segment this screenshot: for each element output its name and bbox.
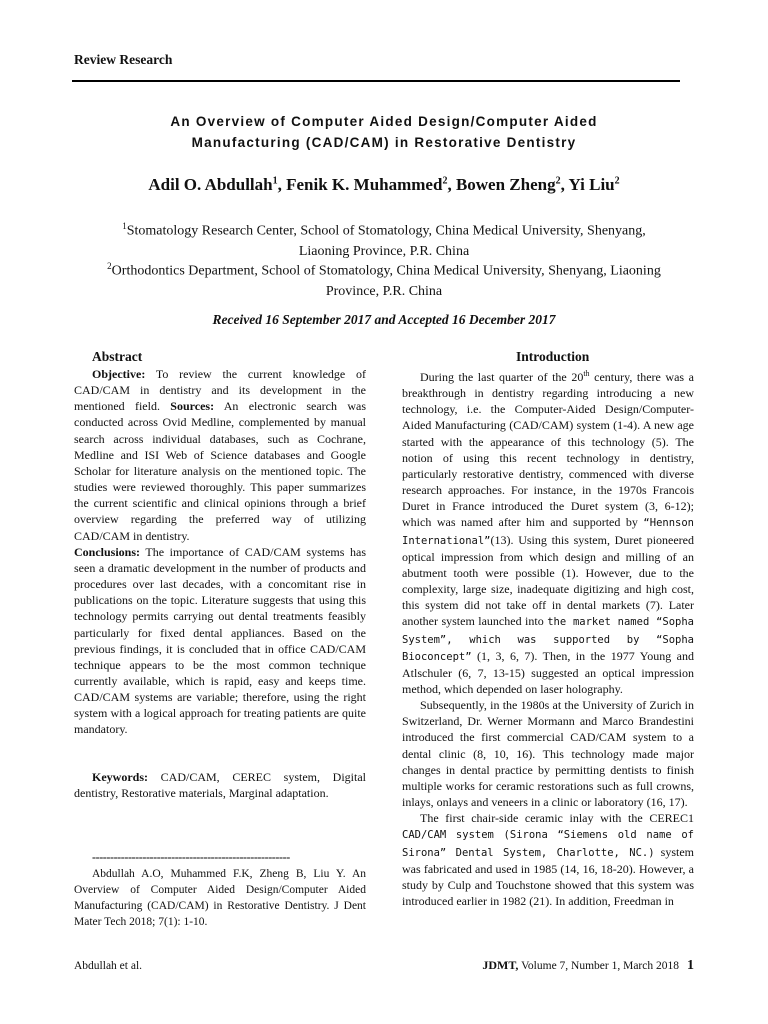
intro-paragraph-2: Subsequently, in the 1980s at the University of Zurich in Switzerland, Dr. Werner Mormann and Marco Brandestini introduced the first commercial CAD/CAM system to a dental clinic (8, 10, 16). This technology made major changes in dental practice by permitting dentists to finish multiple works for ceramic restorations such as full crowns, inlays, onlays and veneers in a clinic or laboratory (16, 17).	[402, 698, 694, 810]
author-2: Fenik K. Muhammed$^2$,	[286, 175, 456, 194]
received-dates: Received 16 September 2017 and Accepted 16 December 2017	[212, 312, 556, 327]
section-label: Review Research	[74, 52, 173, 67]
introduction-body	[402, 366, 694, 909]
title-line-2: Manufacturing (CAD/CAM) in Restorative Dentistry	[191, 135, 577, 150]
page-number: 1	[687, 958, 694, 973]
conclusions-paragraph: Conclusions: The importance of CAD/CAM systems has seen a dramatic development in the number of products and procedures over last decades, with a concomitant rise in publications on the topic. Literature suggests that using this technology permits carrying out dental treatments feasibly particularly for fixed dental appliances. Based on the previous findings, it is concluded that in office CAD/CAM technique appears to be the most common technique currently available, which is rapid, easy and keeps time. CAD/CAM systems are variable; therefore, using the right system with a logical approach for treating patients are quite mandatory.	[74, 544, 366, 737]
introduction-heading: Introduction	[516, 349, 590, 364]
footer-journal-info: JDMT, Volume 7, Number 1, March 2018 1	[482, 958, 694, 973]
intro-paragraph-1: During the last quarter of the 20th century, there was a breakthrough in dentistry regarding introducing a new technology, i.e. the Computer-Aided Design/Computer-Aided Manufacturing (CAD/CAM) system (1-4). A new age started with the appearance of this technology (5). The notion of using this recent technology in dentistry, particularly restorative dentistry, commenced with diverse research approaches. For instance, in the 1970s Francois Duret in France introduced the Duret system (3, 6-12); which was named after him and supported by “Hennson International”(13). Using this system, Duret pioneered optical impression from which design and milling of an abutment tooth were possible (1). However, due to the complexity, large size, inadequate digitizing and high cost, this system did not take off in dental markets (7). Later another system launched into the market named “Sopha System”, which was supported by “Sopha Bioconcept” (1, 3, 6, 7). Then, in the 1977 Young and Atlschuler (6, 7, 13-15) suggested an optical impression method, which depended on laser holography.	[402, 369, 694, 696]
affiliation-2: $^2$Orthodontics Department, School of Stomatology, China Medical University, Shenyang, Liaoning Province, P.R. China	[107, 261, 661, 299]
citation-text: Abdullah A.O, Muhammed F.K, Zheng B, Liu Y. An Overview of Computer Aided Design/Computer Aided Manufacturing (CAD/CAM) in Restorative Dentistry. J Dent Mater Tech 2018; 7(1): 1-10.	[74, 868, 366, 928]
author-list	[74, 175, 694, 195]
author-3: Bowen Zheng$^2$,	[455, 175, 569, 194]
affiliation-1: $^1$Stomatology Research Center, School of Stomatology, China Medical University, Shenyang, Liaoning Province, P.R. China	[122, 221, 646, 259]
paper-title	[100, 111, 668, 153]
citation-separator: -------------------------------------------------------	[92, 850, 290, 864]
intro-paragraph-3: The first chair-side ceramic inlay with the CEREC1 CAD/CAM system (Sirona “Siemens old name of Sirona” Dental System, Charlotte, NC.) system was fabricated and used in 1985 (14, 16, 18-20). However, a study by Culp and Touchstone showed that this system was introduced earlier in 1982 (21). In addition, Freedman in	[402, 811, 694, 908]
abstract-paragraph: Objective: To review the current knowledge of CAD/CAM in dentistry and its development in the mentioned field. Sources: An electronic search was conducted across Ovid Medline, complemented by manual search across individual databases, such as Cochrane, Medline and ISI Web of Science databases and Google Scholar for literature analysis on the mentioned topic. The studies were reviewed thoroughly. This paper summarizes the current scientific and clinical opinions through a brief overview regarding the preferred way of utilizing CAD/CAM in dentistry.	[74, 367, 366, 543]
header-rule	[72, 80, 680, 82]
title-line-1: An Overview of Computer Aided Design/Computer Aided	[170, 114, 598, 129]
footer-authors: Abdullah et al.	[74, 960, 143, 972]
abstract-heading: Abstract	[92, 349, 143, 364]
author-1: Adil O. Abdullah$^1$,	[148, 175, 287, 194]
keywords: Keywords: CAD/CAM, CEREC system, Digital dentistry, Restorative materials, Marginal adaptation.	[74, 770, 366, 801]
author-4: Yi Liu$^2$	[568, 175, 620, 194]
abstract-body	[74, 366, 366, 738]
